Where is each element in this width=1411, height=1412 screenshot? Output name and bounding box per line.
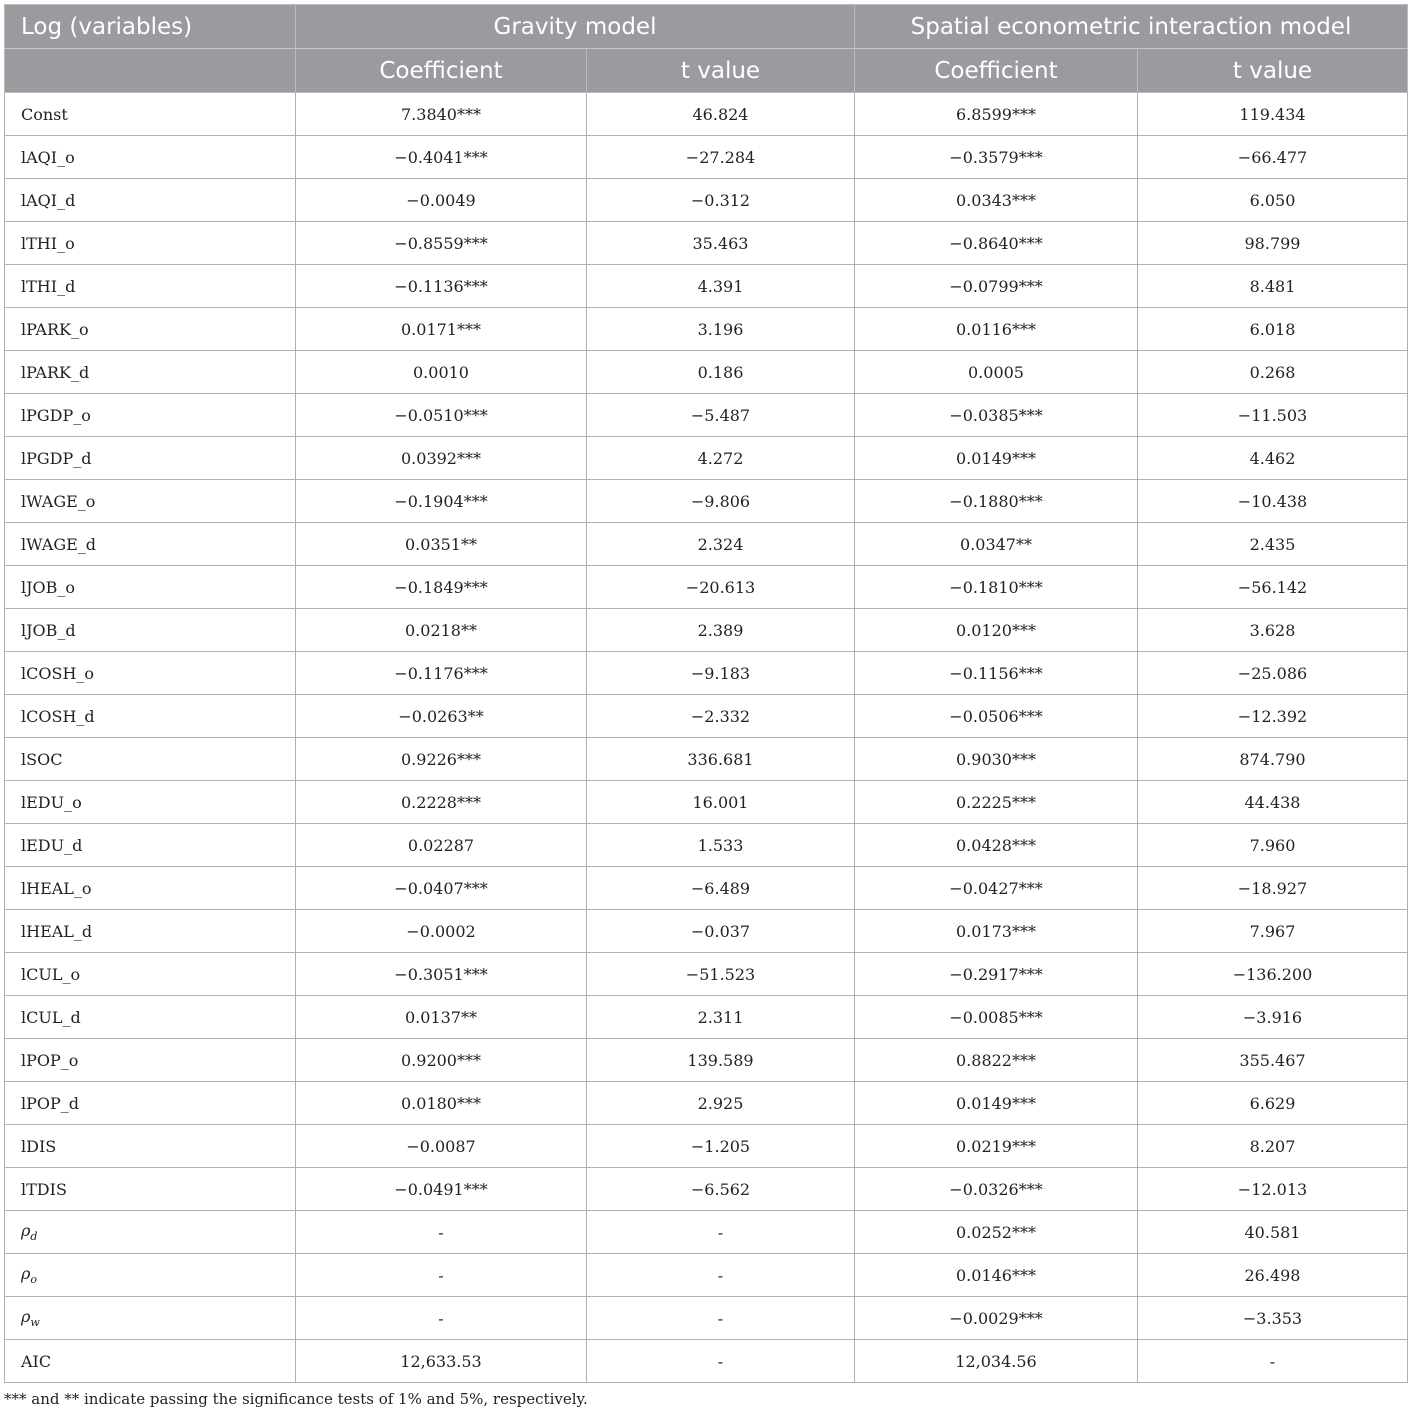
cell-gravity-coefficient: −0.1136***	[296, 265, 587, 308]
cell-gravity-coefficient: −0.0263**	[296, 695, 587, 738]
cell-spatial-t-value: −3.353	[1138, 1297, 1408, 1340]
cell-gravity-t-value: 139.589	[587, 1039, 855, 1082]
table-row	[5, 867, 1408, 910]
cell-spatial-t-value: 2.435	[1138, 523, 1408, 566]
cell-spatial-coefficient: −0.0427***	[855, 867, 1138, 910]
cell-gravity-coefficient: 0.9200***	[296, 1039, 587, 1082]
table-row	[5, 609, 1408, 652]
cell-spatial-t-value: 40.581	[1138, 1211, 1408, 1254]
cell-spatial-t-value: −66.477	[1138, 136, 1408, 179]
rho-symbol: ρ	[21, 1220, 31, 1240]
cell-spatial-coefficient: 0.0428***	[855, 824, 1138, 867]
cell-spatial-t-value: −56.142	[1138, 566, 1408, 609]
header-spatial-t-value: t value	[1138, 49, 1408, 93]
table-row	[5, 738, 1408, 781]
rho-subscript: w	[30, 1316, 40, 1330]
cell-spatial-coefficient: 0.0343***	[855, 179, 1138, 222]
cell-gravity-coefficient: -	[296, 1254, 587, 1297]
header-spatial-coefficient: Coefficient	[855, 49, 1138, 93]
cell-gravity-coefficient: 12,633.53	[296, 1340, 587, 1383]
cell-gravity-t-value: 16.001	[587, 781, 855, 824]
cell-gravity-coefficient: 0.9226***	[296, 738, 587, 781]
cell-spatial-t-value: −18.927	[1138, 867, 1408, 910]
header-gravity-t-value: t value	[587, 49, 855, 93]
table-body	[5, 93, 1408, 1383]
cell-gravity-coefficient: −0.0049	[296, 179, 587, 222]
table-row	[5, 480, 1408, 523]
cell-spatial-coefficient: −0.0029***	[855, 1297, 1138, 1340]
cell-gravity-coefficient: −0.3051***	[296, 953, 587, 996]
cell-variable: lAQI_o	[5, 136, 296, 179]
cell-gravity-coefficient: −0.0510***	[296, 394, 587, 437]
cell-variable: lEDU_d	[5, 824, 296, 867]
cell-spatial-t-value: 874.790	[1138, 738, 1408, 781]
cell-gravity-coefficient: −0.0087	[296, 1125, 587, 1168]
cell-spatial-coefficient: 0.0149***	[855, 437, 1138, 480]
table-row	[5, 695, 1408, 738]
cell-spatial-coefficient: −0.1156***	[855, 652, 1138, 695]
cell-gravity-coefficient: 0.0171***	[296, 308, 587, 351]
cell-variable: lPOP_o	[5, 1039, 296, 1082]
rho-symbol: ρ	[21, 1263, 31, 1283]
cell-spatial-coefficient: 0.0173***	[855, 910, 1138, 953]
table-row	[5, 781, 1408, 824]
table-row	[5, 566, 1408, 609]
cell-gravity-coefficient: −0.0002	[296, 910, 587, 953]
cell-spatial-t-value: 44.438	[1138, 781, 1408, 824]
cell-gravity-t-value: −0.312	[587, 179, 855, 222]
cell-spatial-t-value: −10.438	[1138, 480, 1408, 523]
cell-gravity-t-value: -	[587, 1211, 855, 1254]
table-row	[5, 953, 1408, 996]
cell-gravity-t-value: −0.037	[587, 910, 855, 953]
cell-variable: lPGDP_o	[5, 394, 296, 437]
regression-table-container	[4, 4, 1407, 1408]
cell-spatial-t-value: 6.018	[1138, 308, 1408, 351]
cell-spatial-coefficient: −0.0799***	[855, 265, 1138, 308]
header-gravity-model: Gravity model	[296, 5, 855, 49]
significance-footnote: *** and ** indicate passing the significance tests of 1% and 5%, respectively.	[4, 1390, 588, 1408]
cell-variable: lCOSH_d	[5, 695, 296, 738]
header-variables: Log (variables)	[5, 5, 296, 49]
cell-variable: lAQI_d	[5, 179, 296, 222]
cell-variable: lJOB_d	[5, 609, 296, 652]
cell-gravity-coefficient: 0.02287	[296, 824, 587, 867]
table-header	[5, 5, 1408, 93]
cell-variable: lCUL_d	[5, 996, 296, 1039]
cell-gravity-t-value: −9.806	[587, 480, 855, 523]
cell-spatial-coefficient: 0.0116***	[855, 308, 1138, 351]
table-row	[5, 1211, 1408, 1254]
cell-gravity-t-value: −6.562	[587, 1168, 855, 1211]
cell-variable: lWAGE_o	[5, 480, 296, 523]
cell-spatial-t-value: 3.628	[1138, 609, 1408, 652]
table-row	[5, 996, 1408, 1039]
cell-spatial-coefficient: 0.0219***	[855, 1125, 1138, 1168]
cell-variable	[5, 1254, 296, 1297]
table-row	[5, 437, 1408, 480]
cell-gravity-t-value: 2.925	[587, 1082, 855, 1125]
cell-spatial-t-value: 355.467	[1138, 1039, 1408, 1082]
cell-gravity-coefficient: 0.0351**	[296, 523, 587, 566]
cell-variable: lEDU_o	[5, 781, 296, 824]
cell-gravity-t-value: 35.463	[587, 222, 855, 265]
cell-variable: lCOSH_o	[5, 652, 296, 695]
table-row	[5, 93, 1408, 136]
table-row	[5, 910, 1408, 953]
cell-spatial-coefficient: −0.0326***	[855, 1168, 1138, 1211]
table-row	[5, 652, 1408, 695]
cell-spatial-t-value: 7.967	[1138, 910, 1408, 953]
cell-gravity-t-value: 2.389	[587, 609, 855, 652]
table-row	[5, 179, 1408, 222]
cell-spatial-t-value: 6.629	[1138, 1082, 1408, 1125]
cell-spatial-t-value: 4.462	[1138, 437, 1408, 480]
cell-spatial-coefficient: −0.1810***	[855, 566, 1138, 609]
cell-gravity-coefficient: 0.0180***	[296, 1082, 587, 1125]
cell-variable: lTHI_d	[5, 265, 296, 308]
cell-variable: lHEAL_o	[5, 867, 296, 910]
cell-spatial-coefficient: 0.0120***	[855, 609, 1138, 652]
cell-gravity-coefficient: -	[296, 1297, 587, 1340]
cell-spatial-t-value: 7.960	[1138, 824, 1408, 867]
cell-gravity-coefficient: −0.0407***	[296, 867, 587, 910]
table-row	[5, 351, 1408, 394]
cell-spatial-coefficient: −0.0506***	[855, 695, 1138, 738]
cell-gravity-t-value: 4.391	[587, 265, 855, 308]
cell-spatial-coefficient: 0.2225***	[855, 781, 1138, 824]
cell-spatial-t-value: −12.013	[1138, 1168, 1408, 1211]
cell-gravity-t-value: -	[587, 1340, 855, 1383]
cell-gravity-coefficient: 0.0218**	[296, 609, 587, 652]
cell-spatial-t-value: −25.086	[1138, 652, 1408, 695]
cell-variable: lTDIS	[5, 1168, 296, 1211]
cell-variable: lWAGE_d	[5, 523, 296, 566]
table-row	[5, 1039, 1408, 1082]
table-row	[5, 136, 1408, 179]
header-row-sub	[5, 49, 1408, 93]
cell-spatial-coefficient: −0.3579***	[855, 136, 1138, 179]
cell-gravity-t-value: −20.613	[587, 566, 855, 609]
cell-gravity-coefficient: 0.0137**	[296, 996, 587, 1039]
table-row	[5, 265, 1408, 308]
cell-gravity-coefficient: -	[296, 1211, 587, 1254]
cell-spatial-coefficient: 6.8599***	[855, 93, 1138, 136]
rho-subscript: o	[30, 1273, 38, 1287]
cell-spatial-t-value: −136.200	[1138, 953, 1408, 996]
header-blank	[5, 49, 296, 93]
cell-spatial-coefficient: 0.0347**	[855, 523, 1138, 566]
cell-variable: lDIS	[5, 1125, 296, 1168]
cell-spatial-coefficient: −0.2917***	[855, 953, 1138, 996]
cell-gravity-t-value: 4.272	[587, 437, 855, 480]
cell-variable	[5, 1211, 296, 1254]
cell-variable: lJOB_o	[5, 566, 296, 609]
cell-gravity-coefficient: −0.1904***	[296, 480, 587, 523]
header-spatial-model: Spatial econometric interaction model	[855, 5, 1408, 49]
cell-gravity-t-value: −5.487	[587, 394, 855, 437]
cell-variable: lPOP_d	[5, 1082, 296, 1125]
cell-gravity-coefficient: 0.2228***	[296, 781, 587, 824]
cell-spatial-coefficient: 0.0005	[855, 351, 1138, 394]
cell-gravity-t-value: −51.523	[587, 953, 855, 996]
cell-variable	[5, 1297, 296, 1340]
cell-variable: lHEAL_d	[5, 910, 296, 953]
cell-variable: lSOC	[5, 738, 296, 781]
cell-spatial-t-value: 8.481	[1138, 265, 1408, 308]
cell-spatial-coefficient: −0.0385***	[855, 394, 1138, 437]
table-row	[5, 308, 1408, 351]
cell-spatial-coefficient: 0.0252***	[855, 1211, 1138, 1254]
cell-gravity-t-value: 2.324	[587, 523, 855, 566]
cell-spatial-coefficient: 12,034.56	[855, 1340, 1138, 1383]
cell-spatial-t-value: 98.799	[1138, 222, 1408, 265]
table-row	[5, 523, 1408, 566]
cell-variable: lPARK_o	[5, 308, 296, 351]
cell-variable: lTHI_o	[5, 222, 296, 265]
cell-gravity-coefficient: −0.1176***	[296, 652, 587, 695]
cell-variable: lCUL_o	[5, 953, 296, 996]
cell-spatial-coefficient: 0.0146***	[855, 1254, 1138, 1297]
cell-variable: lPGDP_d	[5, 437, 296, 480]
table-row	[5, 1254, 1408, 1297]
cell-gravity-coefficient: −0.8559***	[296, 222, 587, 265]
table-row	[5, 222, 1408, 265]
cell-gravity-coefficient: −0.4041***	[296, 136, 587, 179]
cell-variable: AIC	[5, 1340, 296, 1383]
cell-spatial-t-value: −11.503	[1138, 394, 1408, 437]
cell-spatial-coefficient: −0.0085***	[855, 996, 1138, 1039]
cell-gravity-t-value: 2.311	[587, 996, 855, 1039]
table-row	[5, 1168, 1408, 1211]
cell-gravity-t-value: −1.205	[587, 1125, 855, 1168]
table-row	[5, 824, 1408, 867]
rho-subscript: d	[30, 1230, 38, 1244]
cell-gravity-t-value: −2.332	[587, 695, 855, 738]
header-row-groups	[5, 5, 1408, 49]
cell-spatial-t-value: 8.207	[1138, 1125, 1408, 1168]
regression-results-table	[4, 4, 1408, 1383]
cell-gravity-coefficient: −0.0491***	[296, 1168, 587, 1211]
cell-spatial-coefficient: 0.9030***	[855, 738, 1138, 781]
table-row	[5, 1082, 1408, 1125]
table-row	[5, 1125, 1408, 1168]
cell-gravity-coefficient: 7.3840***	[296, 93, 587, 136]
cell-gravity-t-value: −9.183	[587, 652, 855, 695]
cell-variable: lPARK_d	[5, 351, 296, 394]
cell-spatial-coefficient: −0.8640***	[855, 222, 1138, 265]
cell-spatial-t-value: 26.498	[1138, 1254, 1408, 1297]
cell-spatial-t-value: −3.916	[1138, 996, 1408, 1039]
cell-gravity-t-value: 3.196	[587, 308, 855, 351]
table-row	[5, 1297, 1408, 1340]
cell-gravity-t-value: 0.186	[587, 351, 855, 394]
cell-spatial-coefficient: −0.1880***	[855, 480, 1138, 523]
cell-gravity-t-value: -	[587, 1297, 855, 1340]
cell-spatial-t-value: −12.392	[1138, 695, 1408, 738]
cell-spatial-t-value: -	[1138, 1340, 1408, 1383]
cell-spatial-t-value: 6.050	[1138, 179, 1408, 222]
cell-gravity-coefficient: −0.1849***	[296, 566, 587, 609]
cell-variable: Const	[5, 93, 296, 136]
cell-gravity-t-value: 46.824	[587, 93, 855, 136]
cell-gravity-t-value: −27.284	[587, 136, 855, 179]
cell-gravity-coefficient: 0.0392***	[296, 437, 587, 480]
cell-gravity-t-value: −6.489	[587, 867, 855, 910]
table-row	[5, 394, 1408, 437]
header-gravity-coefficient: Coefficient	[296, 49, 587, 93]
cell-gravity-t-value: 336.681	[587, 738, 855, 781]
cell-spatial-t-value: 119.434	[1138, 93, 1408, 136]
cell-gravity-coefficient: 0.0010	[296, 351, 587, 394]
cell-spatial-t-value: 0.268	[1138, 351, 1408, 394]
cell-gravity-t-value: 1.533	[587, 824, 855, 867]
table-row	[5, 1340, 1408, 1383]
cell-gravity-t-value: -	[587, 1254, 855, 1297]
cell-spatial-coefficient: 0.8822***	[855, 1039, 1138, 1082]
cell-spatial-coefficient: 0.0149***	[855, 1082, 1138, 1125]
rho-symbol: ρ	[21, 1306, 31, 1326]
